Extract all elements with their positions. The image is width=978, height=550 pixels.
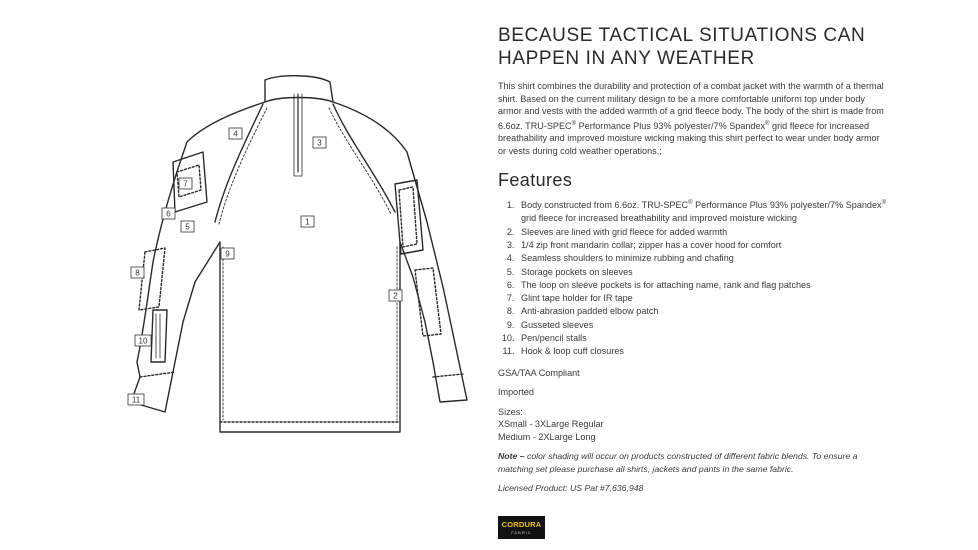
callout-text-5: 5 — [185, 222, 190, 232]
callout-text-7: 7 — [183, 179, 188, 189]
cuff-right — [433, 374, 463, 377]
sizes-block — [498, 406, 888, 444]
callout-text-3: 3 — [317, 138, 322, 148]
feature-item: 9. Gusseted sleeves — [517, 319, 888, 332]
feature-item: 11. Hook & loop cuff closures — [517, 345, 888, 358]
note-label: Note – — [498, 451, 525, 462]
intro-paragraph: This shirt combines the durability and protection of a combat jacket with the warmth of a thermal shirt. Based on the current military design to be a more comfortable uniform top under body armor and vests with the added warmth of a grid fleece body. The body of the shirt is made from 6.6oz. TRU-SPEC® Performance Plus 93% polyester/7% Spandex® grid fleece for increased breathability and improved moisture wicking making this shirt perfect to wear under body armor or vests during cold weather operations.; — [498, 81, 884, 156]
shading-note — [498, 450, 888, 475]
callout-text-11: 11 — [131, 395, 141, 405]
elbow-patch-left — [139, 248, 165, 310]
sizes-regular: XSmall - 3XLarge Regular — [498, 419, 604, 430]
feature-item: 4. Seamless shoulders to minimize rubbing and chafing — [517, 252, 888, 265]
patent-text: Licensed Product: US Pat #7,636,948 — [498, 483, 644, 494]
feature-item: 5. Storage pockets on sleeves — [517, 266, 888, 279]
callout-text-4: 4 — [233, 129, 238, 139]
cuff-left — [140, 372, 175, 377]
note-text: color shading will occur on products constructed of different fabric blends. To ensure a matching set please purchase all shirts, jackets and pants in the same fabric. — [498, 451, 858, 474]
imported-text: Imported — [498, 387, 534, 398]
callout-text-10: 10 — [138, 336, 148, 346]
callout-labels — [128, 128, 402, 405]
features-heading: Features — [498, 170, 573, 191]
feature-item: 8. Anti-abrasion padded elbow patch — [517, 305, 888, 318]
raglan-seam-left — [215, 104, 263, 222]
feature-item: 1. Body constructed from 6.6oz. TRU-SPEC® Performance Plus 93% polyester/7% Spandex® grid fleece for increased breathability and improved moisture wicking — [517, 197, 888, 226]
callout-text-1: 1 — [305, 217, 310, 227]
product-description — [498, 24, 888, 502]
callout-text-9: 9 — [225, 249, 230, 259]
shirt-body-outline — [131, 102, 467, 432]
badge-sub: FABRIC — [511, 530, 532, 535]
page-title: BECAUSE TACTICAL SITUATIONS CAN HAPPEN IN ANY WEATHER — [498, 25, 866, 69]
feature-item: 3. 1/4 zip front mandarin collar; zipper has a cover hood for comfort — [517, 239, 888, 252]
compliance-text: GSA/TAA Compliant — [498, 367, 580, 378]
sizes-long: Medium - 2XLarge Long — [498, 431, 596, 442]
cordura-fabric-logo — [498, 516, 545, 539]
collar-outline — [265, 76, 333, 102]
pen-stall — [151, 310, 167, 362]
feature-item: 6. The loop on sleeve pockets is for attaching name, rank and flag patches — [517, 279, 888, 292]
registered-mark: ® — [765, 120, 770, 127]
feature-item: 10. Pen/pencil stalls — [517, 332, 888, 345]
badge-brand: CORDURA — [501, 520, 542, 529]
callout-text-2: 2 — [393, 291, 398, 301]
feature-item: 2. Sleeves are lined with grid fleece for added warmth — [517, 226, 888, 239]
registered-mark: ® — [571, 120, 577, 127]
feature-item: 7. Glint tape holder for IR tape — [517, 292, 888, 305]
sizes-label: Sizes: — [498, 406, 523, 417]
elbow-patch-right — [415, 268, 441, 336]
features-list — [498, 197, 888, 359]
shirt-diagram — [95, 72, 485, 447]
callout-text-6: 6 — [166, 209, 171, 219]
callout-text-8: 8 — [135, 268, 140, 278]
raglan-seam-right — [333, 104, 395, 212]
